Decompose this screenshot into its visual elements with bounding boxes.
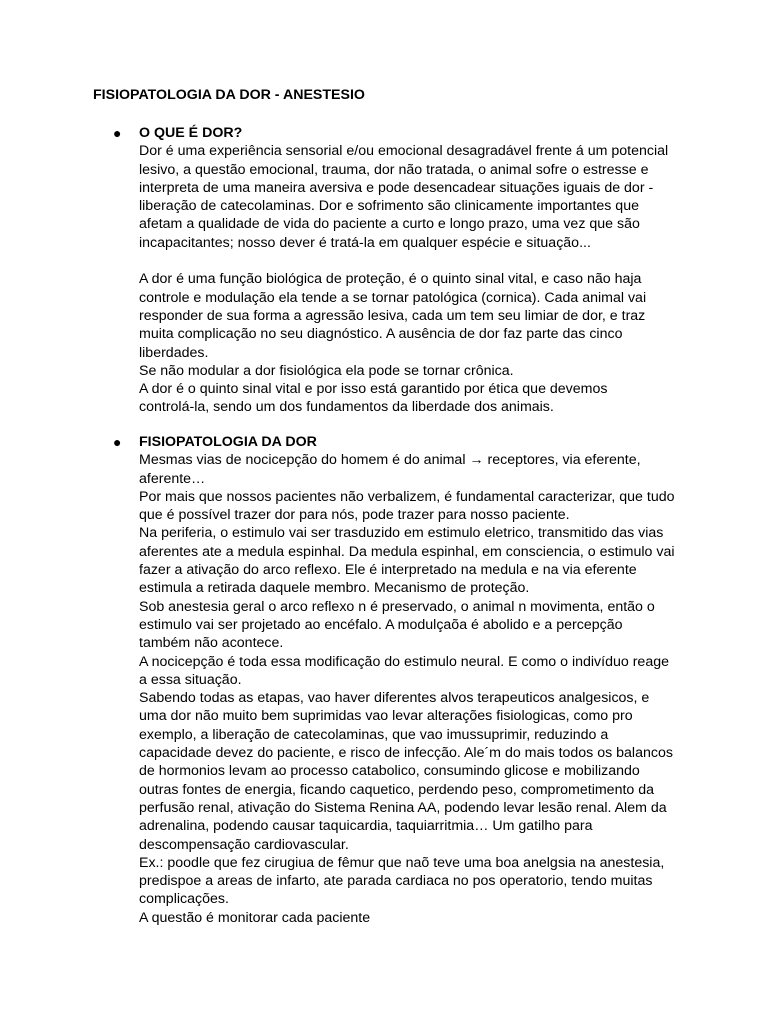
document-title: FISIOPATOLOGIA DA DOR - ANESTESIO — [93, 87, 365, 103]
section-body — [139, 142, 668, 416]
bullet-icon: ● — [113, 125, 122, 141]
text-line: que é possível trazer dor para nós, pode trazer para nosso paciente. — [139, 507, 570, 524]
text-line: de hormonios levam ao processo catabolico, consumindo glicose e mobilizando — [139, 763, 640, 780]
blank-line — [139, 252, 668, 270]
text-line: aferente… — [139, 470, 206, 487]
text-line: Mesmas vias de nocicepção do homem é do animal → receptores, via eferente, — [139, 452, 641, 469]
bullet-icon: ● — [113, 434, 122, 450]
text-line: A nocicepção é toda essa modificação do estimulo neural. E como o indivíduo reage — [139, 653, 669, 670]
text-line: outras fontes de energia, ficando caquetico, perdendo peso, comprometimento da — [139, 781, 655, 798]
text-line: a essa situação. — [139, 671, 242, 688]
text-line: incapacitantes; nosso dever é tratá-la em qualquer espécie e situação... — [139, 234, 591, 251]
text-line: Ex.: poodle que fez cirugiua de fêmur que naõ teve uma boa anelgsia na anestesia, — [139, 854, 665, 871]
text-line: controle e modulação ela tende a se tornar patológica (cornica). Cada animal vai — [139, 289, 647, 306]
text-line: predispoe a areas de infarto, ate parada cardiaca no pos operatorio, tendo muitas — [139, 873, 653, 890]
text-line: Sob anestesia geral o arco reflexo n é preservado, o animal n movimenta, então o — [139, 598, 655, 615]
text-line: exemplo, a liberação de catecolaminas, que vao imussuprimir, reduzindo a — [139, 726, 609, 743]
text-line: lesivo, a questão emocional, trauma, dor não tratada, o animal sofre o estresse e — [139, 161, 649, 178]
text-line: estimula a retirada daquele membro. Mecanismo de proteção. — [139, 580, 530, 597]
text-line: descompensação cardiovascular. — [139, 836, 349, 853]
text-line: fazer a ativação do arco reflexo. Ele é interpretado na medula e na via eferente — [139, 562, 637, 579]
text-line: capacidade devez do paciente, e risco de infecção. Ale´m do mais todos os balancos — [139, 745, 673, 762]
text-line: perfusão renal, ativação do Sistema Renina AA, podendo levar lesão renal. Alem da — [139, 799, 667, 816]
text-line: uma dor não muito bem suprimidas vao levar alterações fisiologicas, como pro — [139, 708, 633, 725]
text-line: Por mais que nossos pacientes não verbalizem, é fundamental caracterizar, que tudo — [139, 488, 675, 505]
text-line: Sabendo todas as etapas, vao haver diferentes alvos terapeuticos analgesicos, e — [139, 690, 650, 707]
text-line: A dor é uma função biológica de proteção, é o quinto sinal vital, e caso não haja — [139, 271, 642, 288]
text-line: muita complicação no seu diagnóstico. A ausência de dor faz parte das cinco — [139, 326, 623, 343]
text-line: Se não modular a dor fisiológica ela pode se tornar crônica. — [139, 362, 514, 379]
text-line: A dor é o quinto sinal vital e por isso está garantido por ética que devemos — [139, 381, 608, 398]
text-line: controlá-la, sendo um dos fundamentos da liberdade dos animais. — [139, 399, 554, 416]
text-line: A questão é monitorar cada paciente — [139, 909, 371, 926]
text-line: também não acontece. — [139, 635, 284, 652]
text-line: afetam a qualidade de vida do paciente a curto e longo prazo, uma vez que são — [139, 216, 640, 233]
text-line: aferentes ate a medula espinhal. Da medula espinhal, em consciencia, o estimulo vai — [139, 543, 675, 560]
text-line: responder de sua forma a agressão lesiva, cada um tem seu limiar de dor, e traz — [139, 307, 646, 324]
text-line: estimulo vai ser projetado ao encéfalo. A modulçaõa é abolido e a percepção — [139, 616, 623, 633]
section-heading: FISIOPATOLOGIA DA DOR — [139, 434, 317, 450]
text-line: Dor é uma experiência sensorial e/ou emocional desagradável frente á um potencial — [139, 143, 669, 160]
text-line: liberação de catecolaminas. Dor e sofrimento são clinicamente importantes que — [139, 198, 639, 215]
section-body — [139, 451, 675, 927]
text-line: liberdades. — [139, 344, 209, 361]
text-line: Na periferia, o estimulo vai ser trasduzido em estimulo eletrico, transmitido das vias — [139, 525, 664, 542]
text-line: complicações. — [139, 891, 229, 908]
text-line: adrenalina, podendo causar taquicardia, taquiarritmia… Um gatilho para — [139, 818, 593, 835]
text-line: interpreta de uma maneira aversiva e pode desencadear situações iguais de dor - — [139, 179, 654, 196]
section-heading: O QUE É DOR? — [139, 125, 243, 141]
